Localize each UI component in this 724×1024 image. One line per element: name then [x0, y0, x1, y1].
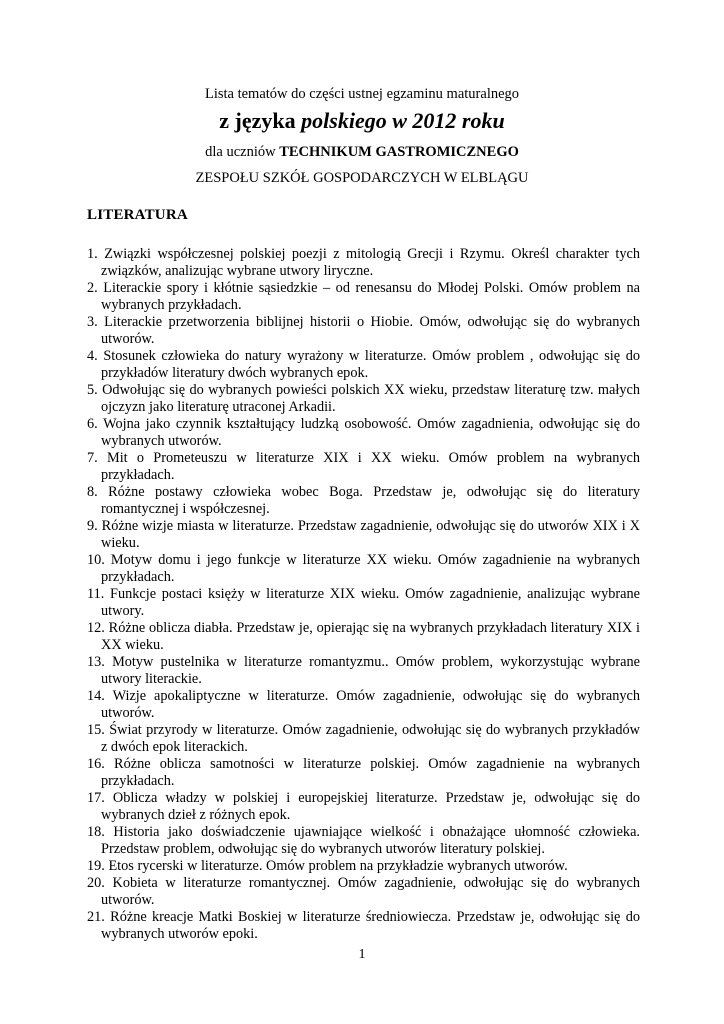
- topic-number: 14.: [87, 688, 105, 704]
- header-line-4: ZESPOŁU SZKÓŁ GOSPODARCZYCH W ELBLĄGU: [195, 170, 529, 186]
- topic-item: [87, 688, 640, 722]
- topic-text: Różne wizje miasta w literaturze. Przedstaw zagadnienie, odwołując się do utworów XIX i X wieku.: [101, 518, 640, 551]
- topic-number: 16.: [87, 756, 105, 772]
- topic-text: Oblicza władzy w polskiej i europejskiej literaturze. Przedstaw je, odwołując się do wybranych dzieł z różnych epok.: [101, 790, 640, 823]
- topic-item: [87, 790, 640, 824]
- topic-text: Świat przyrody w literaturze. Omów zagadnienie, odwołując się do wybranych przykładów z dwóch epok literackich.: [101, 722, 640, 755]
- topic-number: 12.: [87, 620, 105, 636]
- topic-text: Funkcje postaci księży w literaturze XIX wieku. Omów zagadnienie, analizując wybrane utwory.: [101, 586, 641, 619]
- header-title-regular: z języka: [219, 108, 302, 133]
- topic-number: 13.: [87, 654, 105, 670]
- topic-number: 19.: [87, 858, 105, 874]
- topic-number: 1.: [87, 246, 98, 262]
- topic-item: [87, 552, 640, 586]
- topic-text: Kobieta w literaturze romantycznej. Omów zagadnienie, odwołując się do wybranych utworów.: [101, 875, 640, 908]
- topic-item: [87, 280, 640, 314]
- section-title: LITERATURA: [87, 207, 188, 223]
- topic-item: [87, 450, 640, 484]
- topic-item: [87, 518, 640, 552]
- topic-number: 2.: [87, 280, 98, 296]
- topic-number: 17.: [87, 790, 105, 806]
- topic-text: Historia jako doświadczenie ujawniające wielkość i obnażające ułomność człowieka. Przedstaw problem, odwołując się do wybranych utworów literatury polskiej.: [101, 824, 640, 857]
- topic-item: [87, 348, 640, 382]
- topic-item: [87, 382, 640, 416]
- topic-number: 9.: [87, 518, 98, 534]
- topic-text: Stosunek człowieka do natury wyrażony w literaturze. Omów problem , odwołując się do przykładów literatury dwóch wybranych epok.: [101, 348, 641, 381]
- topic-text: Różne oblicza diabła. Przedstaw je, opierając się na wybranych przykładach literatury XIX i XX wieku.: [101, 620, 640, 653]
- topic-text: Wojna jako czynnik kształtujący ludzką osobowość. Omów zagadnienia, odwołując się do wybranych utworów.: [101, 416, 640, 449]
- header-title: [0, 108, 724, 134]
- topic-number: 8.: [87, 484, 98, 500]
- topic-number: 3.: [87, 314, 98, 330]
- topic-text: Odwołując się do wybranych powieści polskich XX wieku, przedstaw literaturę tzw. małych ojczyzn jako literaturę utraconej Arkadii.: [101, 382, 640, 415]
- topic-number: 5.: [87, 382, 98, 398]
- topic-number: 6.: [87, 416, 98, 432]
- topic-number: 20.: [87, 875, 105, 891]
- topic-item: [87, 314, 640, 348]
- topic-item: [87, 824, 640, 858]
- topic-item: [87, 586, 640, 620]
- header-line-3-regular: dla uczniów: [205, 144, 280, 160]
- topic-item: [87, 620, 640, 654]
- topic-text: Wizje apokaliptyczne w literaturze. Omów zagadnienie, odwołując się do wybranych utworów.: [101, 688, 640, 721]
- topic-number: 18.: [87, 824, 105, 840]
- topic-item: [87, 484, 640, 518]
- topic-text: Różne kreacje Matki Boskiej w literaturze średniowiecza. Przedstaw je, odwołując się do wybranych utworów epoki.: [101, 909, 640, 942]
- topic-item: [87, 722, 640, 756]
- topic-text: Różne postawy człowieka wobec Boga. Przedstaw je, odwołując się do literatury romantycznej i współczesnej.: [101, 484, 640, 517]
- topic-text: Literackie przetworzenia biblijnej historii o Hiobie. Omów, odwołując się do wybranych utworów.: [101, 314, 640, 347]
- topic-item: [87, 875, 640, 909]
- topic-text: Literackie spory i kłótnie sąsiedzkie – od renesansu do Młodej Polski. Omów problem na wybranych przykładach.: [101, 280, 640, 313]
- topic-item: [87, 654, 640, 688]
- topic-number: 15.: [87, 722, 105, 738]
- topic-item: [87, 756, 640, 790]
- topic-item: [87, 909, 640, 943]
- topic-number: 4.: [87, 348, 98, 364]
- topic-text: Motyw domu i jego funkcje w literaturze XX wieku. Omów zagadnienie na wybranych przykładach.: [101, 552, 640, 585]
- topic-text: Motyw pustelnika w literaturze romantyzmu.. Omów problem, wykorzystując wybrane utwory literackie.: [101, 654, 640, 687]
- topic-text: Różne oblicza samotności w literaturze polskiej. Omów zagadnienie na wybranych przykładach.: [101, 756, 640, 789]
- topic-item: [87, 416, 640, 450]
- header-line-1: Lista tematów do części ustnej egzaminu maturalnego: [204, 86, 520, 102]
- topic-number: 7.: [87, 450, 98, 466]
- topic-item: [87, 246, 640, 280]
- topic-text: Etos rycerski w literaturze. Omów problem na przykładzie wybranych utworów.: [108, 858, 568, 874]
- page-number: 1: [358, 947, 366, 962]
- topic-number: 11.: [87, 586, 105, 602]
- header-title-italic: polskiego w 2012 roku: [301, 108, 505, 133]
- header-line-3: [0, 144, 724, 161]
- topic-item: [87, 858, 640, 875]
- topic-text: Mit o Prometeuszu w literaturze XIX i XX wieku. Omów problem na wybranych przykładach.: [101, 450, 640, 483]
- school-name: TECHNIKUM GASTROMICZNEGO: [279, 144, 519, 160]
- topic-number: 21.: [87, 909, 105, 925]
- topic-text: Związki współczesnej polskiej poezji z mitologią Grecji i Rzymu. Określ charakter tych związków, analizując wybrane utwory liryczne.: [101, 246, 641, 279]
- topic-list: [87, 246, 640, 943]
- topic-number: 10.: [87, 552, 105, 568]
